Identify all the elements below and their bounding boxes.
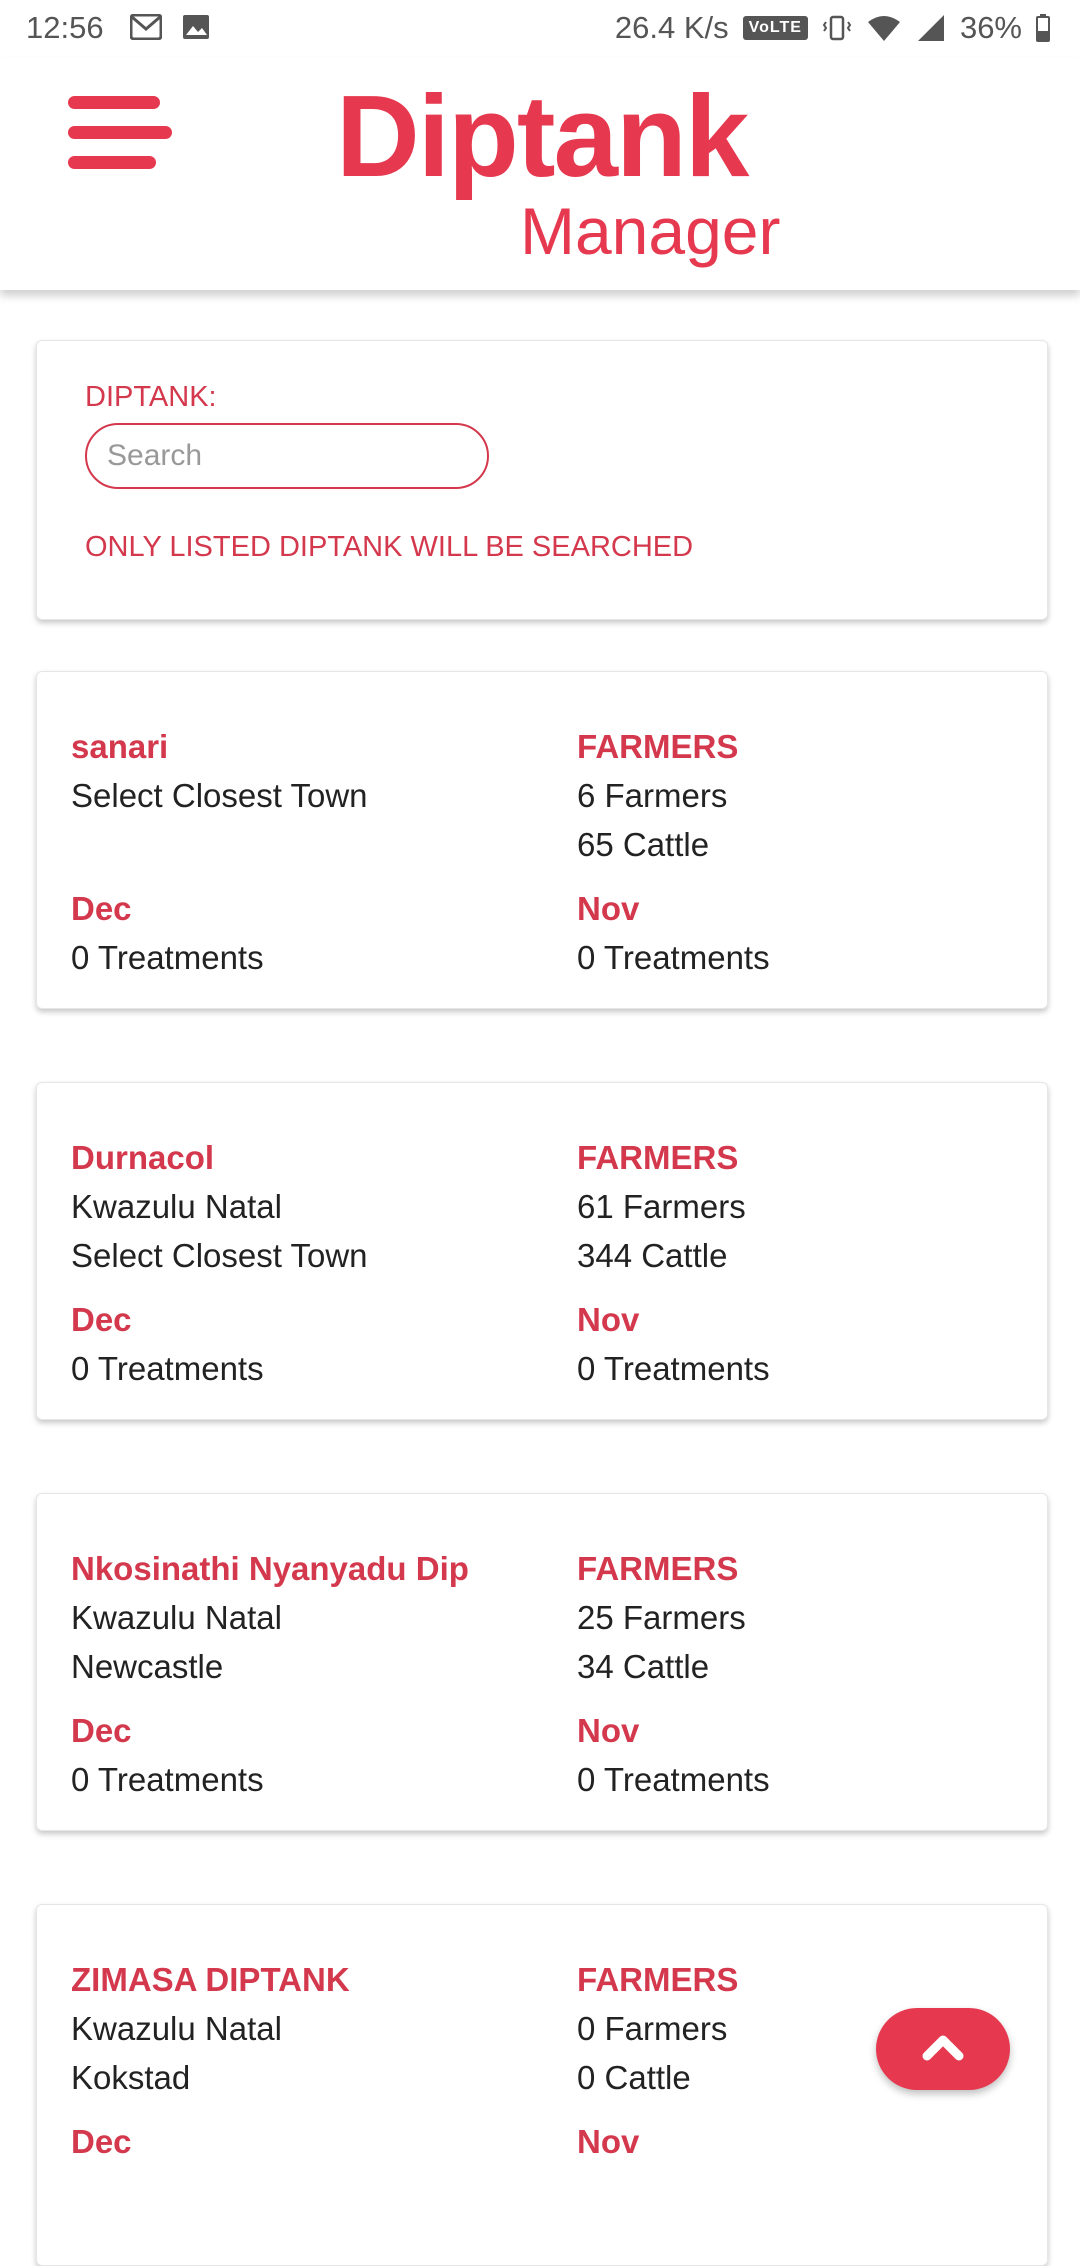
chevron-up-icon: [876, 2008, 1010, 2090]
treatments-count: 0 Treatments: [71, 1350, 264, 1387]
volte-badge: VoLTE: [743, 16, 808, 40]
logo-subtitle: Manager: [520, 194, 781, 268]
signal-icon: [916, 14, 946, 42]
month-label: Nov: [577, 1712, 640, 1749]
image-icon: [182, 14, 210, 40]
month-label: Nov: [577, 2123, 640, 2160]
diptank-info: [71, 1544, 561, 1691]
status-right: [615, 10, 1050, 46]
diptank-info: [71, 722, 561, 869]
month-label: Nov: [577, 1301, 640, 1338]
location-line: Kokstad: [71, 2059, 191, 2096]
logo-title: Diptank: [336, 71, 748, 201]
status-bar: [0, 0, 1080, 58]
farmers-heading: FARMERS: [577, 1550, 739, 1587]
diptank-card[interactable]: [36, 671, 1048, 1009]
farmers-info: [577, 1133, 1017, 1280]
farmers-count: 25 Farmers: [577, 1599, 746, 1636]
search-card: [36, 340, 1048, 620]
month-label: Dec: [71, 1301, 132, 1338]
gmail-icon: [130, 14, 162, 40]
treatments-count: 0 Treatments: [577, 1761, 770, 1798]
location-line: Kwazulu Natal: [71, 1599, 282, 1636]
farmers-count: 61 Farmers: [577, 1188, 746, 1225]
vibrate-icon: [822, 13, 852, 43]
diptank-info: [71, 1955, 561, 2102]
diptank-name: Durnacol: [71, 1139, 215, 1176]
location-line: Kwazulu Natal: [71, 2010, 282, 2047]
diptank-name: ZIMASA DIPTANK: [71, 1961, 350, 1998]
hamburger-menu-icon[interactable]: [68, 96, 172, 178]
month-treatments: [71, 884, 561, 982]
farmers-heading: FARMERS: [577, 1961, 739, 1998]
farmers-info: [577, 1544, 1017, 1691]
battery-icon: [1036, 14, 1050, 42]
month-treatments: [577, 1295, 770, 1393]
cattle-count: 344 Cattle: [577, 1237, 728, 1274]
treatments-count: 0 Treatments: [577, 1350, 770, 1387]
location-line: Kwazulu Natal: [71, 1188, 282, 1225]
wifi-icon: [866, 14, 902, 42]
farmers-count: 6 Farmers: [577, 777, 728, 814]
diptank-list-content: [0, 290, 1080, 2160]
status-time: 12:56: [26, 10, 104, 45]
month-label: Dec: [71, 1712, 132, 1749]
network-speed: 26.4 K/s: [614, 10, 729, 45]
farmers-heading: FARMERS: [577, 1139, 739, 1176]
app-header: [0, 58, 1080, 290]
location-line: Select Closest Town: [71, 777, 368, 814]
cattle-count: 34 Cattle: [577, 1648, 710, 1685]
search-input[interactable]: [85, 423, 489, 489]
location-line: Select Closest Town: [71, 1237, 368, 1274]
farmers-info: [577, 722, 1017, 869]
search-label: DIPTANK:: [85, 381, 217, 413]
month-label: Dec: [71, 890, 132, 927]
month-treatments: [71, 2117, 132, 2215]
farmers-count: 0 Farmers: [577, 2010, 728, 2047]
month-treatments: [577, 1706, 770, 1804]
month-treatments: [577, 884, 770, 982]
farmers-heading: FARMERS: [577, 728, 739, 765]
location-line: Newcastle: [71, 1648, 224, 1685]
month-treatments: [577, 2117, 639, 2215]
diptank-name: Nkosinathi Nyanyadu Dip: [71, 1550, 469, 1587]
diptank-info: [71, 1133, 561, 1280]
treatments-count: [577, 2166, 639, 2215]
cattle-count: 65 Cattle: [577, 826, 710, 863]
month-label: Nov: [577, 890, 640, 927]
diptank-card[interactable]: [36, 1493, 1048, 1831]
month-label: Dec: [71, 2123, 132, 2160]
location-line: [71, 820, 561, 869]
cattle-count: 0 Cattle: [577, 2059, 691, 2096]
diptank-card[interactable]: [36, 1082, 1048, 1420]
battery-percent: 36%: [959, 10, 1022, 45]
month-treatments: [71, 1295, 264, 1393]
month-treatments: [71, 1706, 264, 1804]
treatments-count: 0 Treatments: [71, 1761, 264, 1798]
treatments-count: 0 Treatments: [71, 939, 264, 976]
scroll-to-top-button[interactable]: [876, 2008, 1010, 2090]
diptank-name: sanari: [71, 728, 169, 765]
treatments-count: [71, 2166, 132, 2215]
search-note: ONLY LISTED DIPTANK WILL BE SEARCHED: [85, 531, 694, 563]
treatments-count: 0 Treatments: [577, 939, 770, 976]
